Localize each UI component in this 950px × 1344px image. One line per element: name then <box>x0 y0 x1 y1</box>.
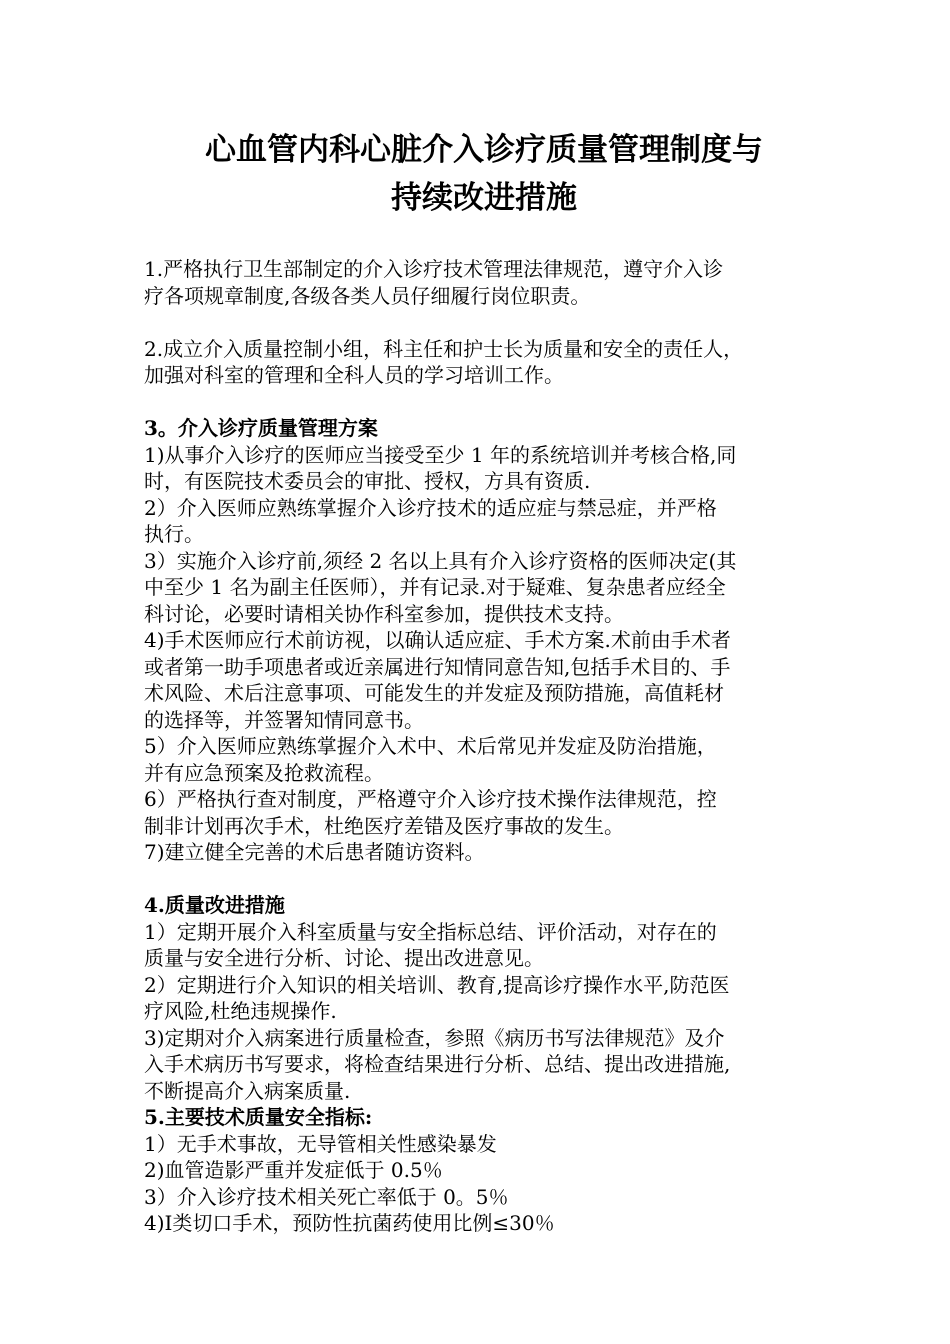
paragraph-line: 4)手术医师应行术前访视，以确认适应症、手术方案.术前由手术者 <box>144 628 731 652</box>
title-line-2: 持续改进措施 <box>391 180 577 216</box>
paragraph-line: 7)建立健全完善的术后患者随访资料。 <box>144 840 485 864</box>
blank-line <box>144 389 824 416</box>
paragraph-line: 时，有医院技术委员会的审批、授权，方具有资质. <box>144 469 591 493</box>
paragraph-line: 2.成立介入质量控制小组，科主任和护士长为质量和安全的责任人， <box>144 336 744 361</box>
paragraph-line: 1.严格执行卫生部制定的介入诊疗技术管理法律规范，遵守介入诊 <box>144 257 724 281</box>
paragraph-line: 不断提高介入病案质量. <box>144 1078 351 1103</box>
paragraph-line: 中至少 1 名为副主任医师），并有记录.对于疑难、复杂患者应经全 <box>144 575 726 599</box>
section-3 <box>144 415 824 866</box>
paragraph-line: 3）介入诊疗技术相关死亡率低于 0。5％ <box>144 1184 509 1209</box>
paragraph-line: 5）介入医师应熟练掌握介入术中、术后常见并发症及防治措施， <box>144 734 717 758</box>
title-line-1: 心血管内科心脏介入诊疗质量管理制度与 <box>205 132 763 168</box>
paragraph-line: 6）严格执行查对制度，严格遵守介入诊疗技术操作法律规范，控 <box>144 787 717 811</box>
section-heading: 5.主要技术质量安全指标: <box>144 1105 373 1129</box>
paragraph-line: 1)从事介入诊疗的医师应当接受至少 1 年的系统培训并考核合格,同 <box>144 442 737 467</box>
paragraph-line: 的选择等，并签署知情同意书。 <box>144 707 424 732</box>
paragraph-line: 质量与安全进行分析、讨论、提出改进意见。 <box>144 946 544 970</box>
document-page <box>144 126 824 1237</box>
paragraph-line: 或者第一助手项患者或近亲属进行知情同意告知,包括手术目的、手 <box>144 654 731 679</box>
section-heading: 3。介入诊疗质量管理方案 <box>144 416 378 440</box>
paragraph-line: 3)定期对介入病案进行质量检查，参照《病历书写法律规范》及介 <box>144 1025 725 1050</box>
paragraph-line: 1）定期开展介入科室质量与安全指标总结、评价活动，对存在的 <box>144 919 717 944</box>
paragraph-line: 4)Ⅰ类切口手术，预防性抗菌药使用比例≤30％ <box>144 1211 555 1235</box>
paragraph-line: 3）实施介入诊疗前,须经 2 名以上具有介入诊疗资格的医师决定(其 <box>144 548 737 573</box>
paragraph-line: 2）定期进行介入知识的相关培训、教育,提高诊疗操作水平,防范医 <box>144 972 730 997</box>
paragraph-line: 科讨论，必要时请相关协作科室参加，提供技术支持。 <box>144 601 624 626</box>
paragraph-line: 执行。 <box>144 522 204 546</box>
section-4 <box>144 892 824 1104</box>
paragraph-line: 入手术病历书写要求，将检查结果进行分析、总结、提出改进措施, <box>144 1052 731 1076</box>
blank-line <box>144 866 824 893</box>
blank-line <box>144 309 824 336</box>
paragraph-line: 疗各项规章制度,各级各类人员仔细履行岗位职责。 <box>144 283 591 308</box>
paragraph-line: 加强对科室的管理和全科人员的学习培训工作。 <box>144 363 564 387</box>
section-2 <box>144 336 824 389</box>
paragraph-line: 术风险、术后注意事项、可能发生的并发症及预防措施，高值耗材 <box>144 681 724 705</box>
paragraph-line: 疗风险,杜绝违规操作. <box>144 999 337 1023</box>
paragraph-line: 制非计划再次手术，杜绝医疗差错及医疗事故的发生。 <box>144 813 624 838</box>
document-title <box>144 126 824 222</box>
paragraph-line: 并有应急预案及抢救流程。 <box>144 760 384 785</box>
paragraph-line: 1）无手术事故，无导管相关性感染暴发 <box>144 1131 497 1156</box>
section-1 <box>144 256 824 309</box>
section-5 <box>144 1104 824 1237</box>
section-heading: 4.质量改进措施 <box>144 893 285 917</box>
paragraph-line: 2)血管造影严重并发症低于 0.5％ <box>144 1158 443 1182</box>
paragraph-line: 2）介入医师应熟练掌握介入诊疗技术的适应症与禁忌症，并严格 <box>144 495 717 520</box>
